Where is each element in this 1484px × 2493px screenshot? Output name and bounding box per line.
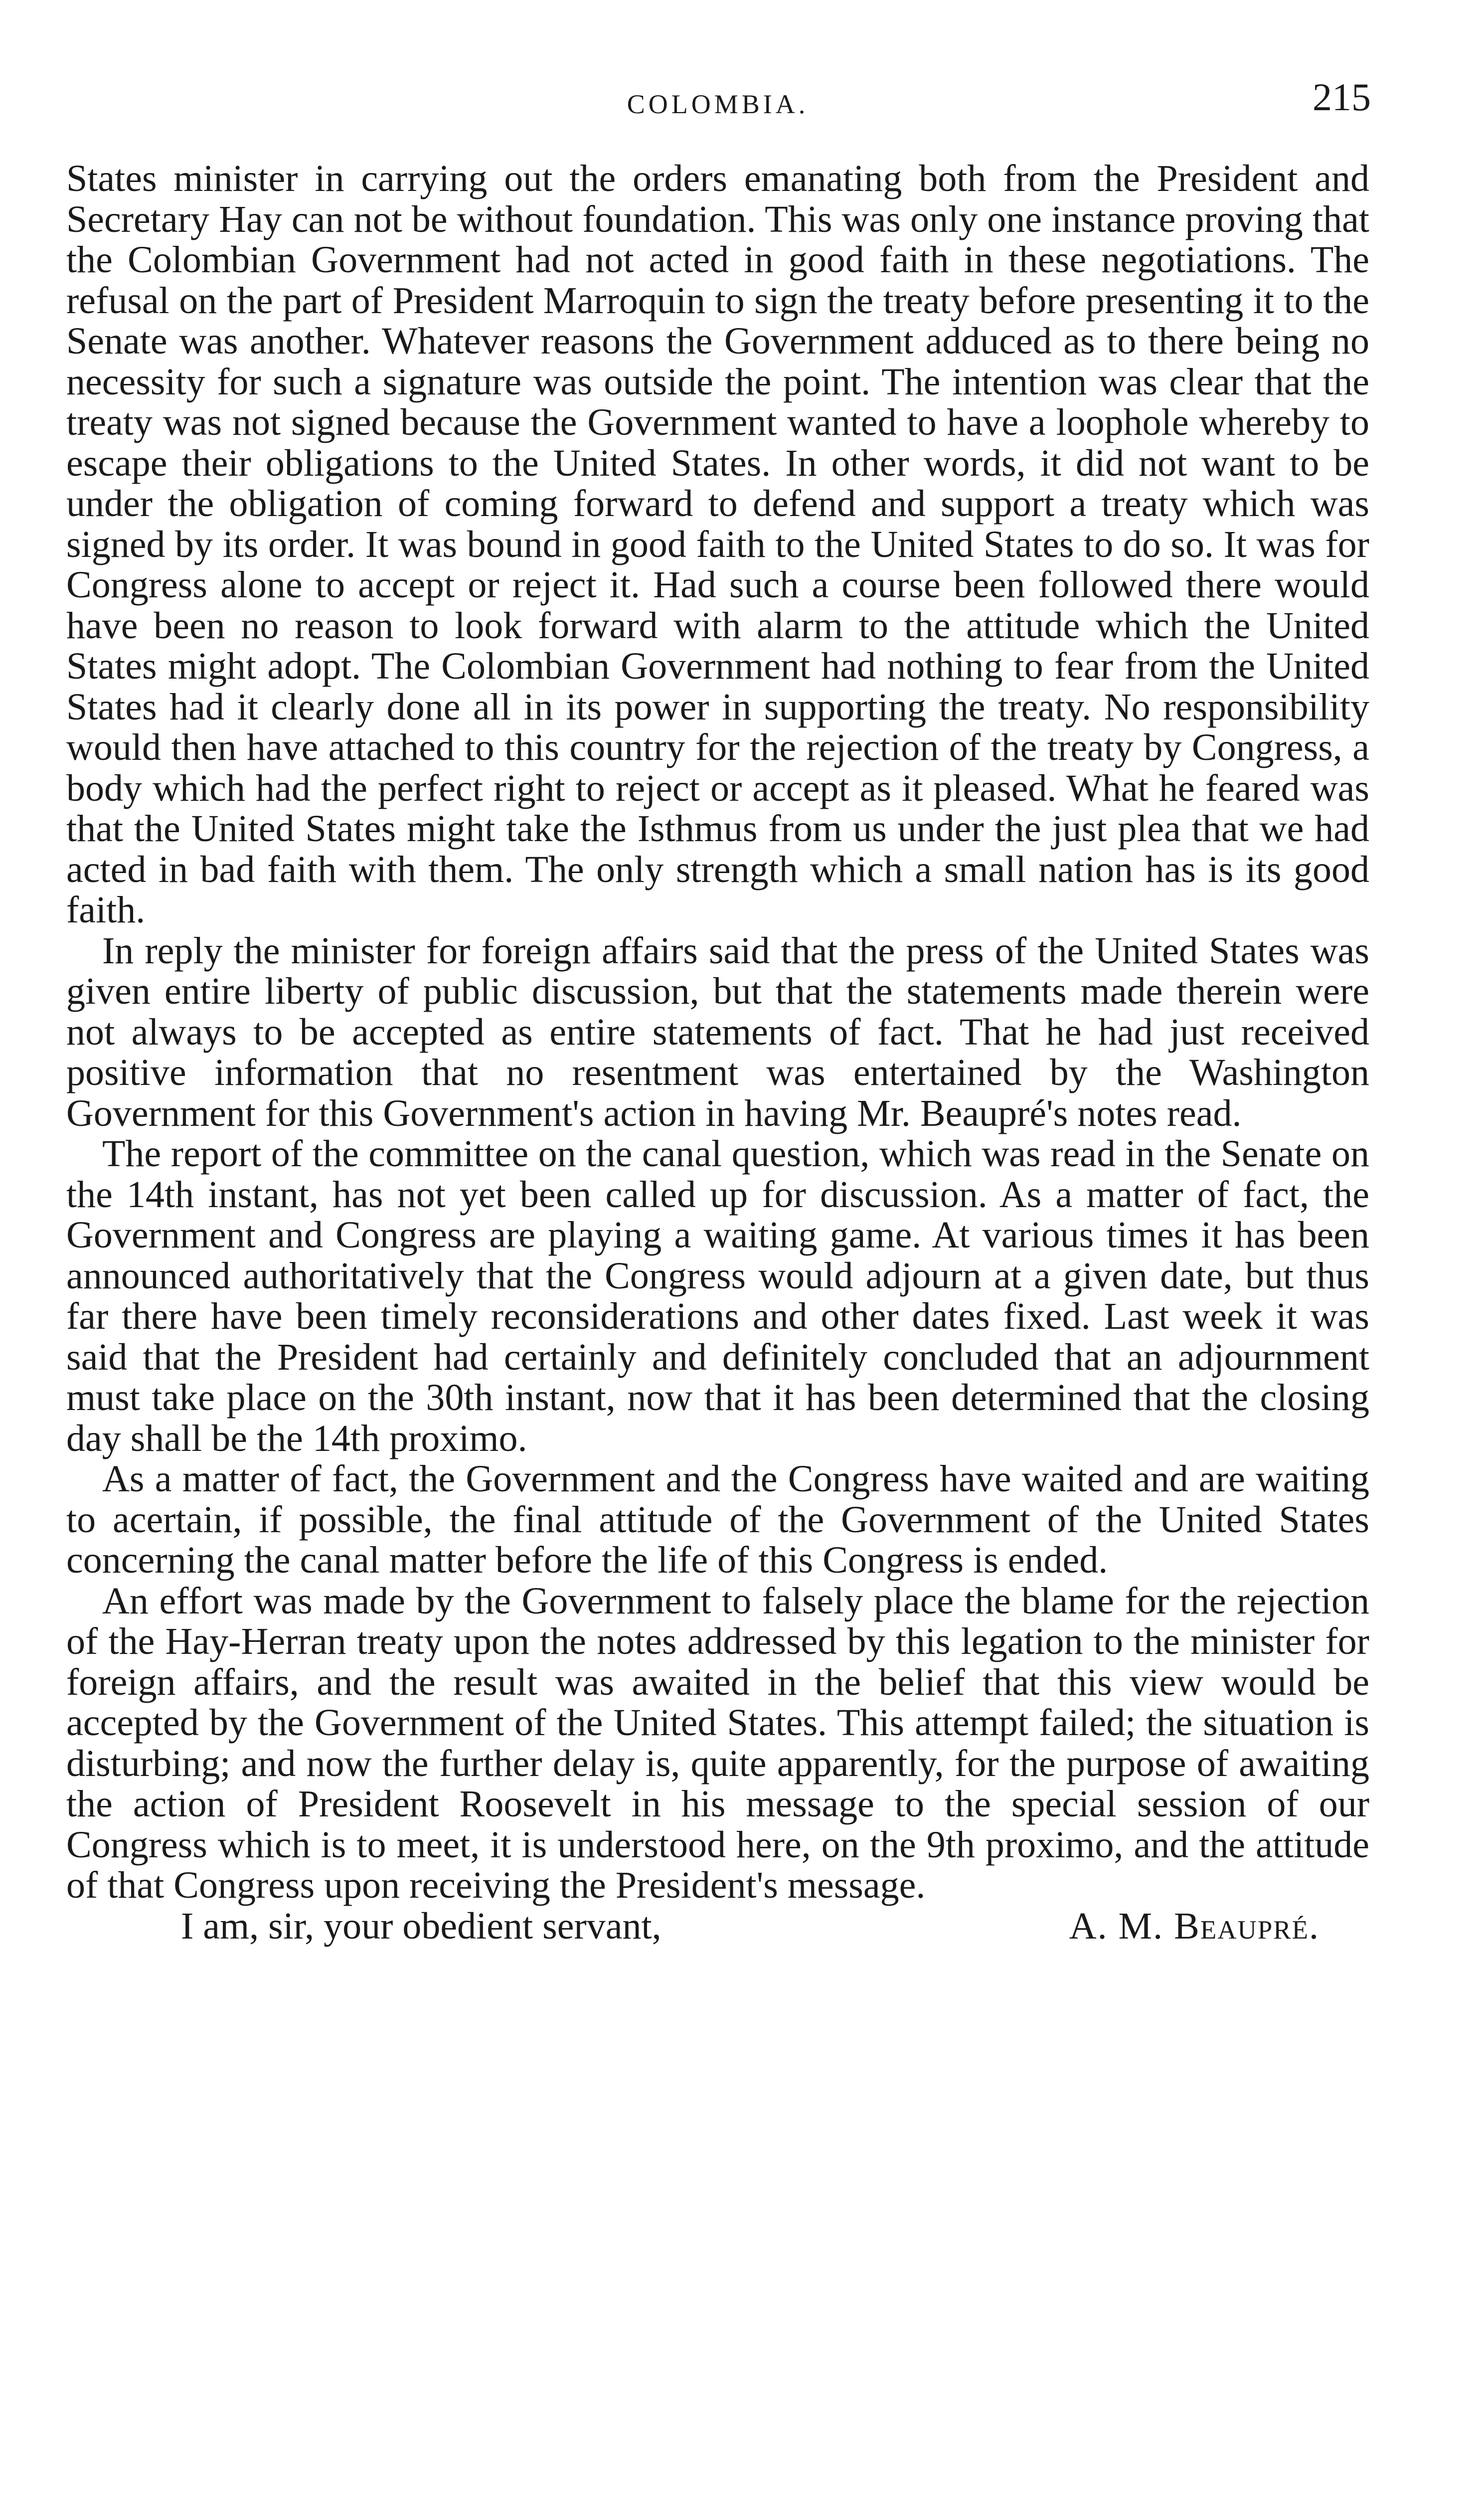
signature: A. M. Beaupré. (1069, 1905, 1319, 1947)
paragraph-committee-report: The report of the committee on the canal question, which was read in the Senate on the 14th instant, has not yet been called up for discussion. As a matter of fact, the Government and Congress are playing a waiting game. At various times it has been announced authoritatively that the Congress would adjourn at a given date, but thus far there have been timely reconsiderations and other dates fixed. Last week it was said that the President had certainly and definitely concluded that an adjournment must take place on the 30th instant, now that it has been determined that the closing day shall be the 14th proximo. (66, 1133, 1369, 1459)
running-title: COLOMBIA. (627, 89, 809, 119)
page-header (65, 75, 1371, 135)
page-number: 215 (1313, 75, 1371, 119)
paragraph-minister-reply: In reply the minister for foreign affairs said that the press of the United States was given entire liberty of public discussion, but that the statements made therein were not always to be accepted as entire statements of fact. That he had just received positive information that no resentment was entertained by the Washington Government for this Government's action in having Mr. Beaupré's notes read. (66, 929, 1369, 1134)
letter-closing (66, 1906, 1369, 1951)
paragraph-waiting: As a matter of fact, the Government and the Congress have waited and are waiting to acertain, if possible, the final attitude of the Government of the United States concerning the canal matter before the life of this Congress is ended. (66, 1458, 1369, 1581)
complimentary-close: I am, sir, your obedient servant, (181, 1905, 661, 1947)
letter-body (66, 159, 1369, 1951)
paragraph-effort: An effort was made by the Government to falsely place the blame for the rejection of the Hay-Herran treaty upon the notes addressed by this legation to the minister for foreign affairs, and the result was awaited in the belief that this view would be accepted by the Government of the United States. This attempt failed; the situation is disturbing; and now the further delay is, quite apparently, for the purpose of awaiting the action of President Roosevelt in his message to the special session of our Congress which is to meet, it is understood here, on the 9th proximo, and the attitude of that Congress upon receiving the President's message. (66, 1580, 1369, 1906)
paragraph-continued: States minister in carrying out the orders emanating both from the President and Secretary Hay can not be without foundation. This was only one instance proving that the Colombian Government had not acted in good faith in these negotiations. The refusal on the part of President Marroquin to sign the treaty before presenting it to the Senate was another. Whatever reasons the Government adduced as to there being no necessity for such a signature was outside the point. The intention was clear that the treaty was not signed because the Government wanted to have a loophole whereby to escape their obligations to the United States. In other words, it did not want to be under the obligation of coming forward to defend and support a treaty which was signed by its order. It was bound in good faith to the United States to do so. It was for Congress alone to accept or reject it. Had such a course been followed there would have been no reason to look forward with alarm to the attitude which the United States might adopt. The Colombian Government had nothing to fear from the United States had it clearly done all in its power in supporting the treaty. No responsibility would then have attached to this country for the rejection of the treaty by Congress, a body which had the perfect right to reject or accept as it pleased. What he feared was that the United States might take the Isthmus from us under the just plea that we had acted in bad faith with them. The only strength which a small nation has is its good faith. (66, 158, 1369, 931)
